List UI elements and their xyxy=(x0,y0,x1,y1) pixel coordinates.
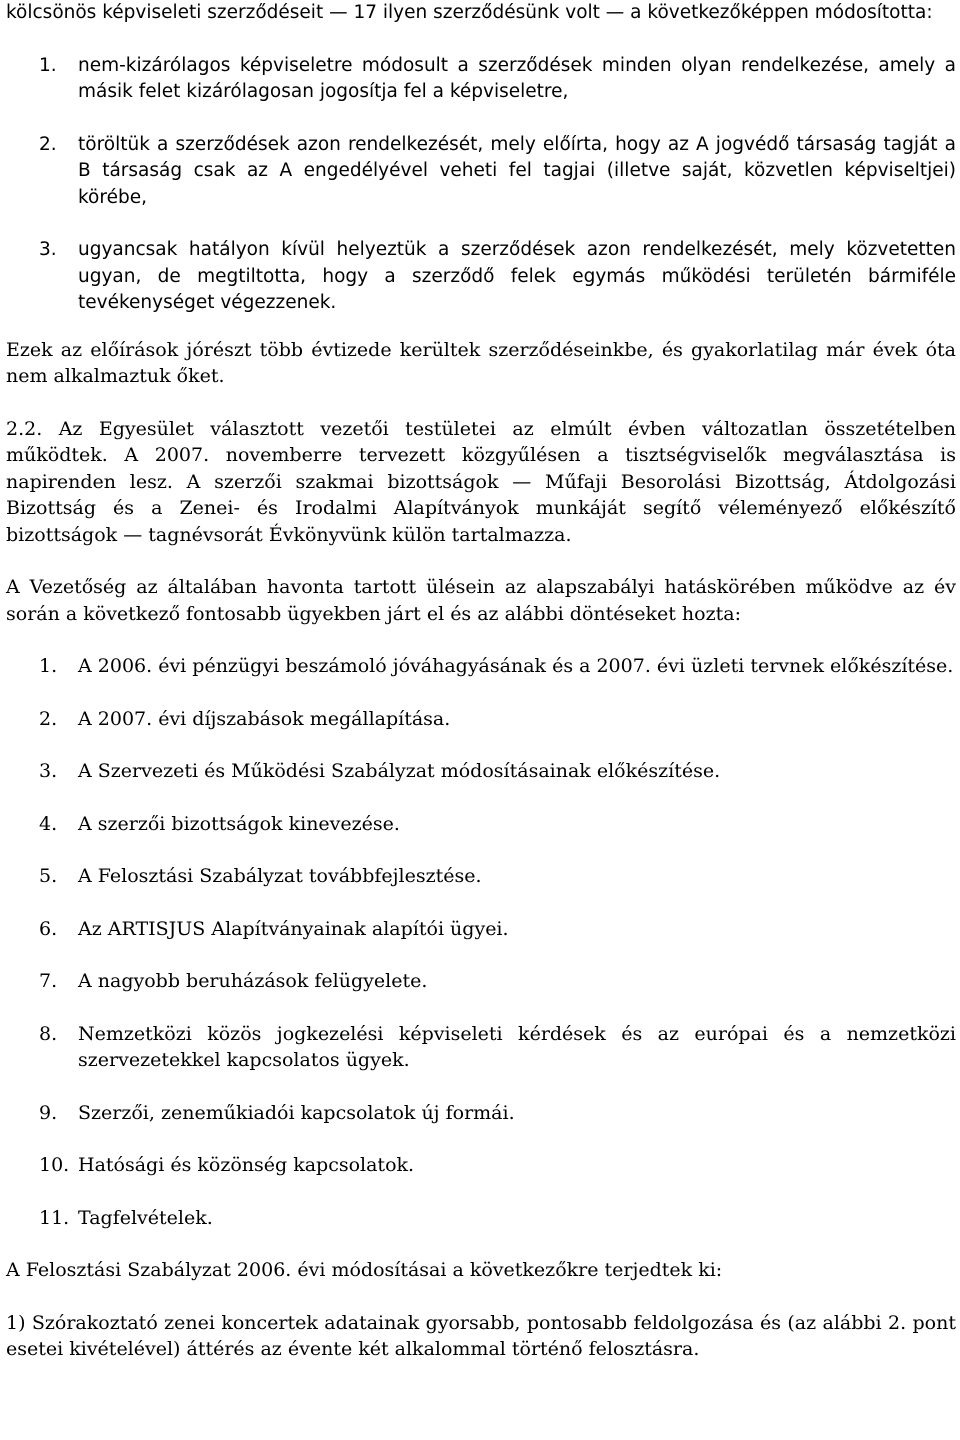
list-item-number: 1. xyxy=(39,54,57,76)
list-item-text: nem-kizárólagos képviseletre módosult a szerződések minden olyan rendelkezése, amely a másik felet kizárólagosan jogosítja fel a képviseletre, xyxy=(78,54,956,102)
list-item-number: 2. xyxy=(39,133,57,155)
list-item-text: ugyancsak hatályon kívül helyeztük a szerződések azon rendelkezését, mely közvetetten ugyan, de megtiltotta, hogy a szerződő felek egymás működési területén bármiféle tevékenységet végezzenek. xyxy=(78,239,956,313)
list-item-number: 7. xyxy=(39,970,58,992)
list-item-number: 4. xyxy=(39,812,58,835)
list-item-text: töröltük a szerződések azon rendelkezését, mely előírta, hogy az A jogvédő társaság tagját a B társaság csak az A engedélyével veheti fel tagjai (illetve saját, közvetlen képviseltjei) körébe, xyxy=(78,133,956,208)
list-item-text: Nemzetközi közös jogkezelési képviseleti kérdések és az európai és a nemzetközi szervezetekkel kapcsolatos ügyek. xyxy=(78,1022,956,1071)
list-item xyxy=(6,916,956,943)
list-item-number: 11. xyxy=(39,1206,70,1229)
list-item xyxy=(6,1205,956,1232)
list-item xyxy=(6,1100,956,1127)
intro-lead: kölcsönös képviseleti szerződéseit — 17 ilyen szerződésünk volt — a következőképpen módosította: xyxy=(6,2,933,23)
list-item xyxy=(6,1021,956,1074)
list-item xyxy=(6,863,956,890)
list-item-number: 3. xyxy=(39,760,58,782)
list-item xyxy=(6,811,956,838)
list-item xyxy=(6,968,956,995)
paragraph-distribution-rules: A Felosztási Szabályzat 2006. évi módosításai a következőkre terjedtek ki: xyxy=(6,1259,723,1281)
list-item-text: Hatósági és közönség kapcsolatok. xyxy=(78,1154,415,1176)
list-item-number: 10. xyxy=(39,1154,70,1176)
decision-list xyxy=(6,653,956,1231)
list-item-text: A szerzői bizottságok kinevezése. xyxy=(78,812,400,835)
list-item-text: A nagyobb beruházások felügyelete. xyxy=(78,970,428,992)
list-item xyxy=(6,132,956,212)
document-page xyxy=(6,0,956,1363)
amendment-list xyxy=(6,53,956,317)
list-item xyxy=(6,706,956,733)
list-item xyxy=(6,53,956,106)
list-item-text: A Felosztási Szabályzat továbbfejlesztése. xyxy=(78,865,482,887)
list-item-text: Tagfelvételek. xyxy=(78,1206,213,1229)
list-item-text: A 2006. évi pénzügyi beszámoló jóváhagyásának és a 2007. évi üzleti tervnek előkészítése. xyxy=(78,655,954,677)
list-item-number: 2. xyxy=(39,707,58,730)
list-item xyxy=(6,237,956,317)
list-item-number: 9. xyxy=(39,1101,58,1124)
list-item-number: 5. xyxy=(39,865,58,887)
list-item-number: 1. xyxy=(39,655,58,677)
list-item-text: Az ARTISJUS Alapítványainak alapítói ügyei. xyxy=(78,917,509,940)
list-item-text: A Szervezeti és Működési Szabályzat módosításainak előkészítése. xyxy=(78,760,721,782)
list-item xyxy=(6,653,956,680)
list-item-text: Szerzői, zeneműkiadói kapcsolatok új formái. xyxy=(78,1101,515,1124)
list-item-number: 3. xyxy=(39,239,57,260)
list-item xyxy=(6,758,956,785)
list-item-number: 8. xyxy=(39,1022,58,1045)
list-item-text: A 2007. évi díjszabások megállapítása. xyxy=(78,707,451,730)
paragraph-rule-1: 1) Szórakoztató zenei koncertek adatainak gyorsabb, pontosabb feldolgozása és (az alábbi 2. pont esetei kivételével) áttérés az évente két alkalommal történő felosztásra. xyxy=(6,1311,956,1360)
paragraph-regulations: Ezek az előírások jórészt több évtizede kerültek szerződéseinkbe, és gyakorlatilag már évek óta nem alkalmaztuk őket. xyxy=(6,338,956,387)
paragraph-management: A Vezetőség az általában havonta tartott ülésein az alapszabályi hatáskörében működve az év során a következő fontosabb ügyekben járt el és az alábbi döntéseket hozta: xyxy=(6,576,956,625)
list-item xyxy=(6,1152,956,1179)
list-item-number: 6. xyxy=(39,917,58,940)
paragraph-section-2-2: 2.2. Az Egyesület választott vezetői testületei az elmúlt évben változatlan összetételben működtek. A 2007. novemberre tervezett közgyűlésen a tisztségviselők megválasztása is napirenden lesz. A szerzői szakmai bizottságok — Műfaji Besorolási Bizottság, Átdolgozási Bizottság és a Zenei- és Irodalmi Alapítványok munkáját segítő véleményező előkészítő bizottságok — tagnévsorát Évkönyvünk külön tartalmazza. xyxy=(6,417,956,546)
